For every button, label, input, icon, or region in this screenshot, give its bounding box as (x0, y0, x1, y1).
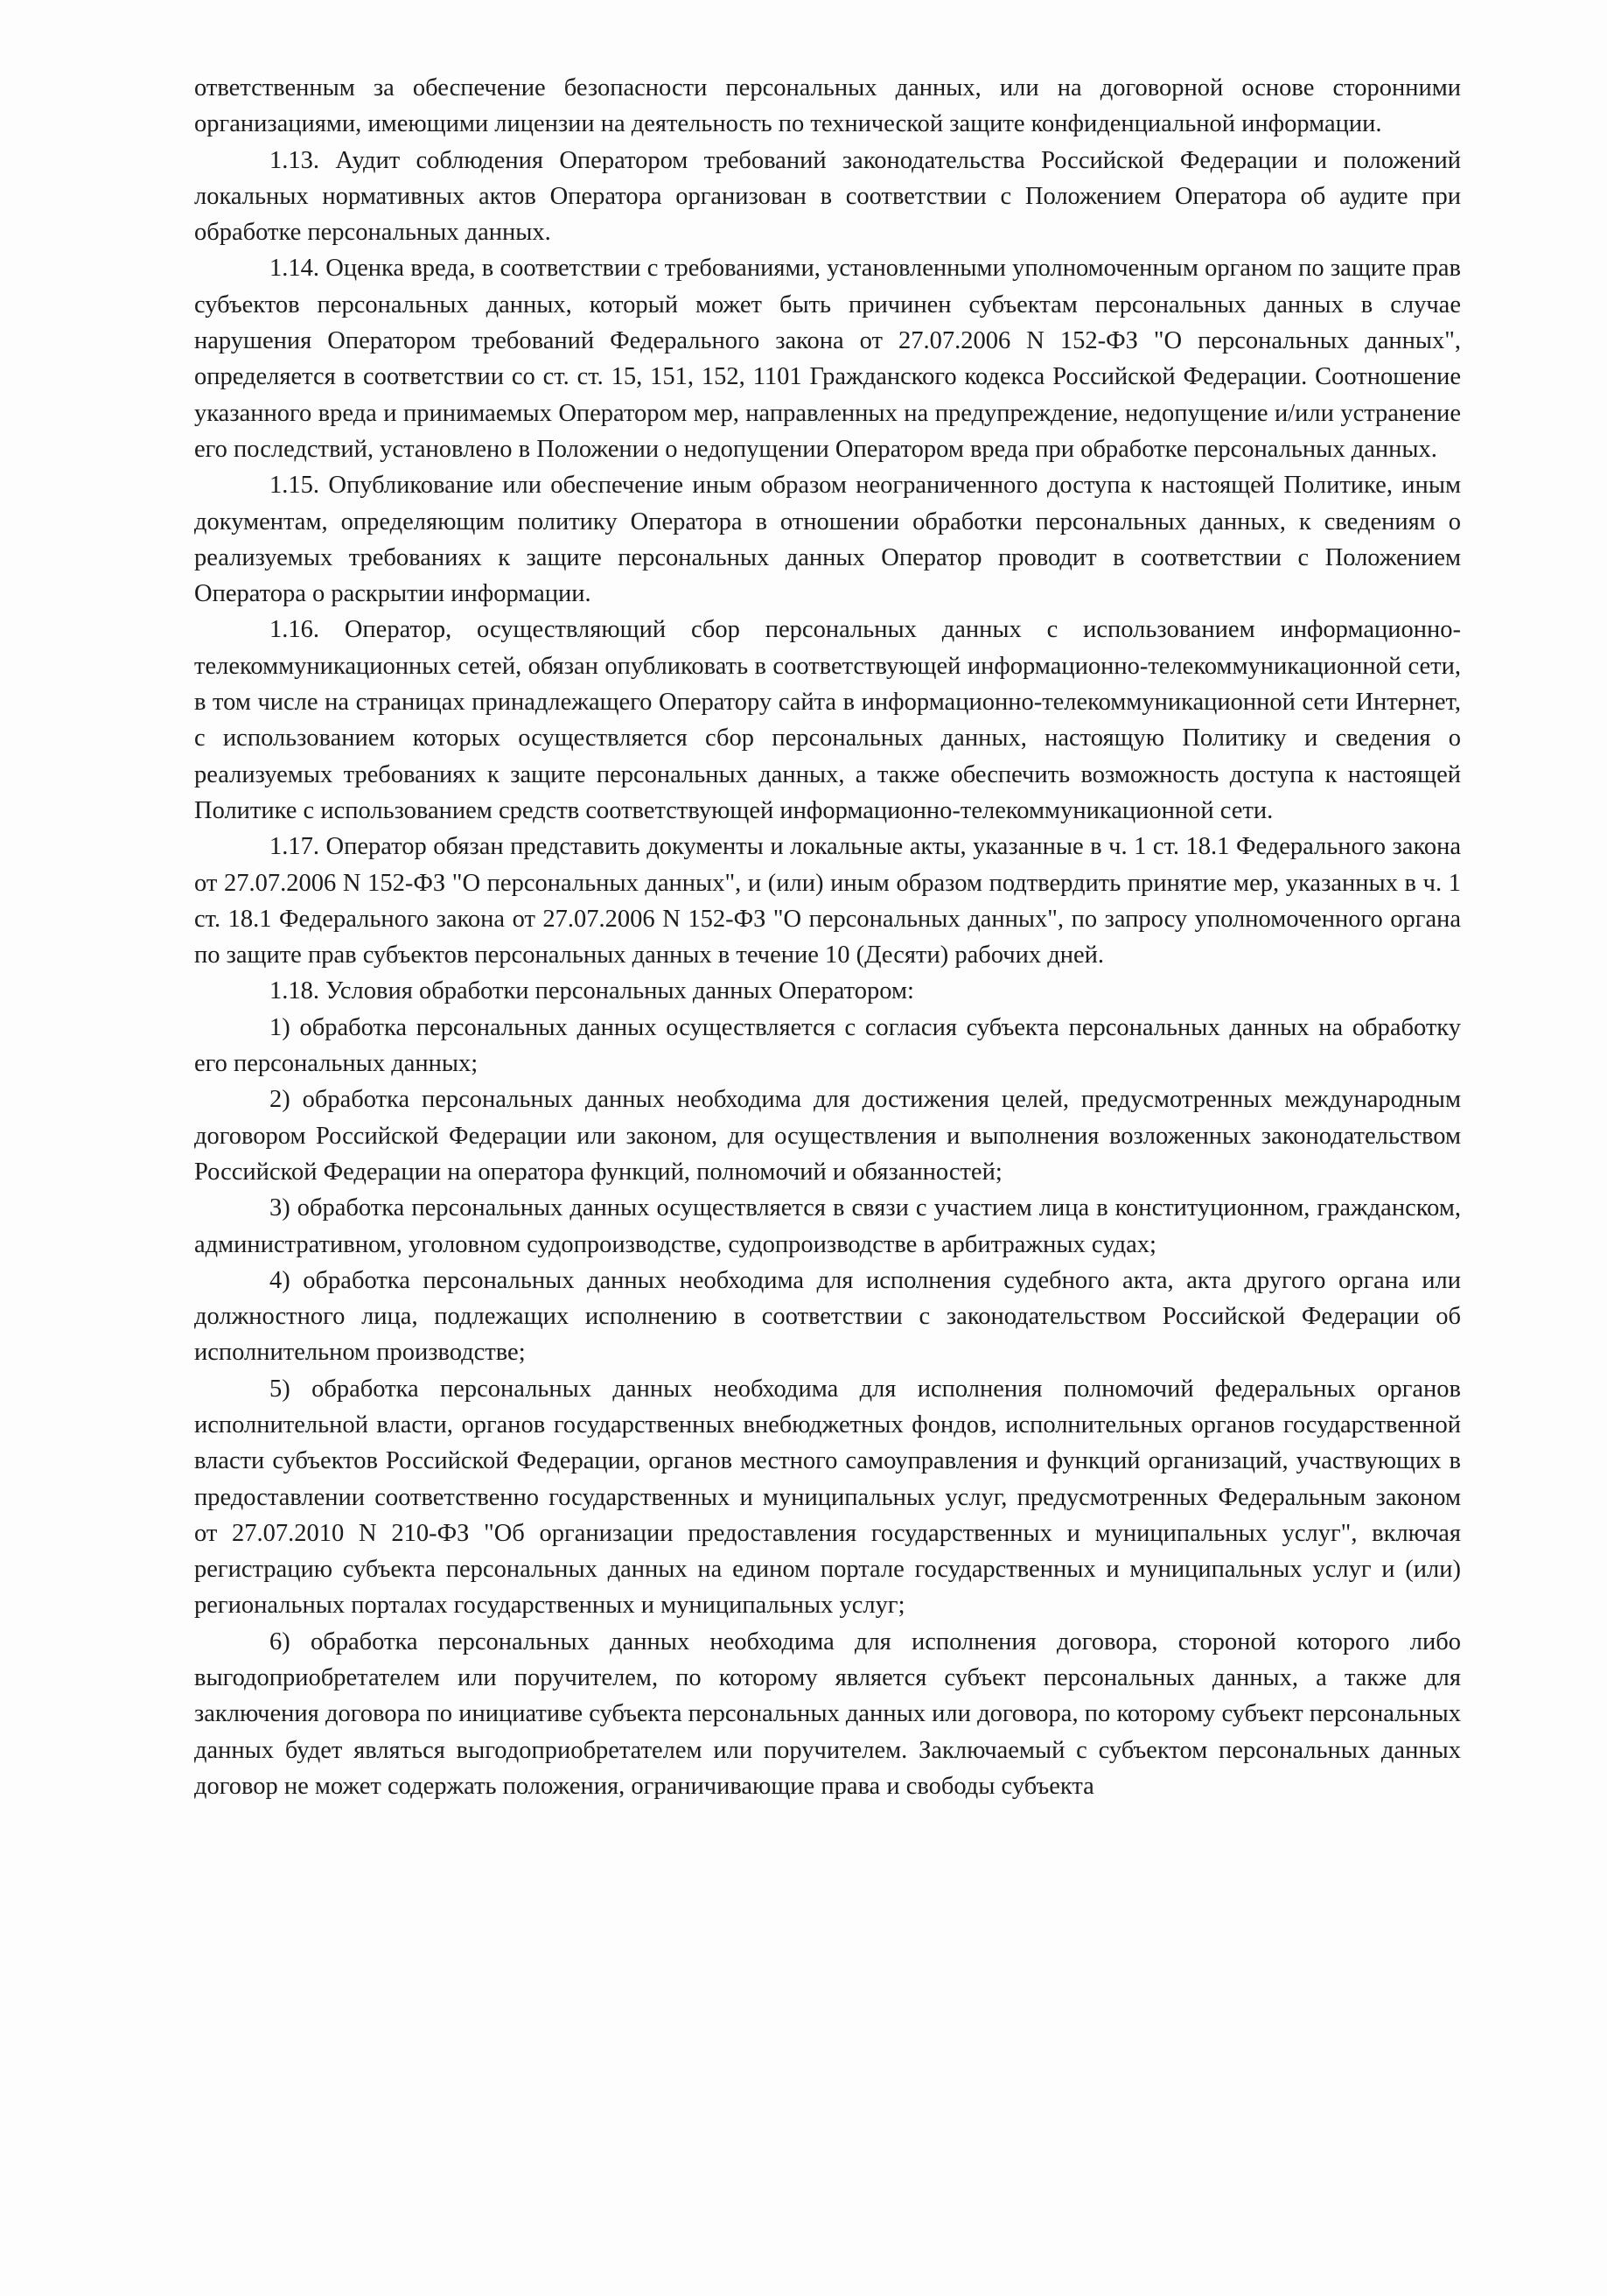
list-item-2: 2) обработка персональных данных необходима для достижения целей, предусмотренных международным договором Российской Федерации или законом, для осуществления и выполнения возложенных законодательством Российской Федерации на оператора функций, полномочий и обязанностей; (194, 1086, 1461, 1186)
document-body (194, 70, 1461, 1804)
list-item-5: 5) обработка персональных данных необходима для исполнения полномочий федеральных органов исполнительной власти, органов государственных внебюджетных фондов, исполнительных органов государственной власти субъектов Российской Федерации, органов местного самоуправления и функций организаций, участвующих в предоставлении соответственно государственных и муниципальных услуг, предусмотренных Федеральным законом от 27.07.2010 N 210-ФЗ "Об организации предоставления государственных и муниципальных услуг", включая регистрацию субъекта персональных данных на едином портале государственных и муниципальных услуг и (или) региональных порталах государственных и муниципальных услуг; (194, 1375, 1461, 1620)
paragraph-1-15: 1.15. Опубликование или обеспечение иным образом неограниченного доступа к настоящей Политике, иным документам, определяющим политику Оператора в отношении обработки персональных данных, к сведениям о реализуемых требованиях к защите персональных данных Оператор проводит в соответствии с Положением Оператора о раскрытии информации. (194, 472, 1461, 608)
paragraph-1-16: 1.16. Оператор, осуществляющий сбор персональных данных с использованием информационно-телекоммуникационных сетей, обязан опубликовать в соответствующей информационно-телекоммуникационной сети, в том числе на страницах принадлежащего Оператору сайта в информационно-телекоммуникационной сети Интернет, с использованием которых осуществляется сбор персональных данных, настоящую Политику и сведения о реализуемых требованиях к защите персональных данных, а также обеспечить возможность доступа к настоящей Политике с использованием средств соответствующей информационно-телекоммуникационной сети. (194, 616, 1461, 824)
paragraph-1-13: 1.13. Аудит соблюдения Оператором требований законодательства Российской Федерации и положений локальных нормативных актов Оператора организован в соответствии с Положением Оператора об аудите при обработке персональных данных. (194, 146, 1461, 247)
paragraph-1-17: 1.17. Оператор обязан представить документы и локальные акты, указанные в ч. 1 ст. 18.1 Федерального закона от 27.07.2006 N 152-ФЗ "О персональных данных", и (или) иным образом подтвердить принятие мер, указанных в ч. 1 ст. 18.1 Федерального закона от 27.07.2006 N 152-ФЗ "О персональных данных", по запросу уполномоченного органа по защите прав субъектов персональных данных в течение 10 (Десяти) рабочих дней. (194, 833, 1461, 970)
list-item-4: 4) обработка персональных данных необходима для исполнения судебного акта, акта другого органа или должностного лица, подлежащих исполнению в соответствии с законодательством Российской Федерации об исполнительном производстве; (194, 1266, 1461, 1367)
paragraph-continuation: ответственным за обеспечение безопасности персональных данных, или на договорной основе сторонними организациями, имеющими лицензии на деятельность по технической защите конфиденциальной информации. (194, 74, 1461, 138)
paragraph-1-18: 1.18. Условия обработки персональных данных Оператором: (269, 977, 914, 1005)
list-item-6: 6) обработка персональных данных необходима для исполнения договора, стороной которого либо выгодоприобретателем или поручителем, по которому является субъект персональных данных, а также для заключения договора по инициативе субъекта персональных данных или договора, по которому субъект персональных данных будет являться выгодоприобретателем или поручителем. Заключаемый с субъектом персональных данных договор не может содержать положения, ограничивающие права и свободы субъекта (194, 1628, 1461, 1800)
paragraph-1-14: 1.14. Оценка вреда, в соответствии с требованиями, установленными уполномоченным органом по защите прав субъектов персональных данных, который может быть причинен субъектам персональных данных в случае нарушения Оператором требований Федерального закона от 27.07.2006 N 152-ФЗ "О персональных данных", определяется в соответствии со ст. ст. 15, 151, 152, 1101 Гражданского кодекса Российской Федерации. Соотношение указанного вреда и принимаемых Оператором мер, направленных на предупреждение, недопущение и/или устранение его последствий, установлено в Положении о недопущении Оператором вреда при обработке персональных данных. (194, 255, 1461, 463)
list-item-3: 3) обработка персональных данных осуществляется в связи с участием лица в конституционном, гражданском, административном, уголовном судопроизводстве, судопроизводстве в арбитражных судах; (194, 1194, 1461, 1258)
list-item-1: 1) обработка персональных данных осуществляется с согласия субъекта персональных данных на обработку его персональных данных; (194, 1013, 1461, 1078)
